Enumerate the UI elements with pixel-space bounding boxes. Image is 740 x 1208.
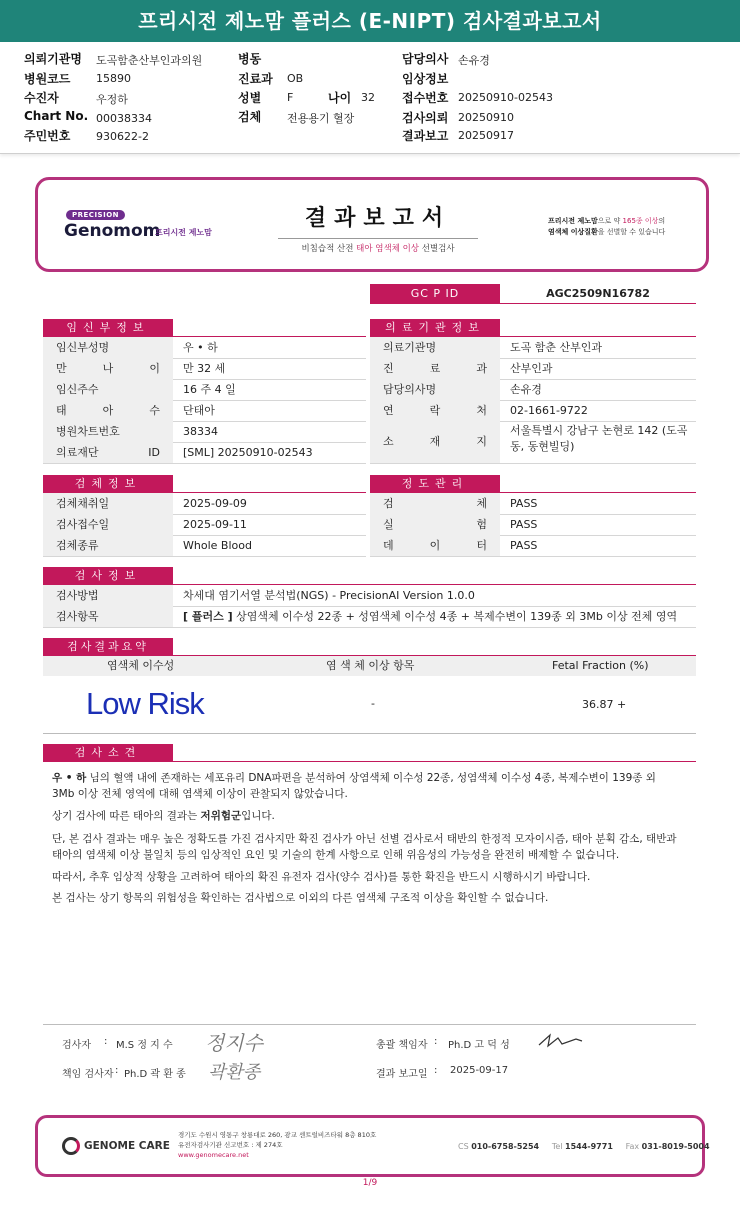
- qc-row-label: 실 험: [370, 514, 500, 535]
- col-fetal-fraction: Fetal Fraction (%): [552, 659, 649, 672]
- colon: :: [434, 1036, 438, 1047]
- pregnant-info-tab: 임신부정보: [43, 319, 173, 336]
- genome-care-logo: GENOME CARE: [62, 1137, 170, 1155]
- medical-row-label: 담당의사명: [370, 379, 500, 400]
- patient-header-panel: [0, 42, 740, 154]
- medical-row-value: 손유경: [510, 383, 542, 396]
- result-summary-header: [43, 656, 696, 676]
- tester-label: 검사자: [62, 1040, 91, 1051]
- divider: [43, 627, 696, 628]
- request-value: 20250910: [458, 111, 514, 124]
- specimen-info-tab: 검체정보: [43, 475, 173, 492]
- medical-row-label: 의료기관명: [370, 337, 500, 358]
- genomom-logo: Genomom: [64, 221, 161, 241]
- genomom-logo-sub: 프리시전 제노맘: [155, 228, 212, 237]
- findings-tab: 검사소견: [43, 744, 173, 761]
- pregnant-row-value: 16 주 4 일: [183, 383, 236, 396]
- footer-box: [35, 1115, 710, 1177]
- fetal-fraction-value: 36.87 +: [582, 698, 627, 711]
- report-date-sig-value: 2025-09-17: [450, 1065, 509, 1076]
- report-date-label: 결과보고: [402, 129, 449, 143]
- specimen-label: 검체: [238, 110, 262, 124]
- age-label: 나이: [328, 91, 352, 105]
- specimen-row-label: 검체종류: [43, 535, 173, 556]
- chief-label: 총괄 책임자: [376, 1040, 428, 1051]
- signature-divider: [43, 1024, 696, 1025]
- col-aneuploidy: 염색체 이수성: [107, 659, 175, 672]
- rrn-label: 주민번호: [24, 129, 71, 143]
- doctor-label: 담당의사: [402, 52, 449, 66]
- pregnant-row-value: 단태아: [183, 404, 215, 417]
- lead-tester-signature: 곽환종: [208, 1062, 261, 1083]
- divider: [43, 733, 696, 734]
- qc-row-value: PASS: [510, 539, 538, 552]
- doctor-value: 손유경: [458, 54, 490, 67]
- institution-value: 도곡함춘산부인과의원: [96, 54, 203, 67]
- test-items-label: 검사항목: [43, 606, 173, 627]
- divider: [370, 556, 696, 557]
- precision-badge: PRECISION: [66, 210, 125, 220]
- divider: [43, 556, 366, 557]
- medical-row-label: 소 재 지: [370, 421, 500, 463]
- collector-label: 수진자: [24, 91, 59, 105]
- qc-row-value: PASS: [510, 518, 538, 531]
- request-label: 검사의뢰: [402, 111, 449, 125]
- gcp-id-label: GC P ID: [370, 284, 500, 304]
- findings-paragraph-3: 단, 본 검사 결과는 매우 높은 정확도를 가진 검사지만 확진 검사가 아닌 선별 검사로서 태반의 한정적 모자이시즘, 태아 분획 감소, 태반과 태아의 염색체 이상 불일치 등의 임상적인 요인 및 기술의 한계 사항으로 인해 위음성의 가능성을 완전히 배제할 수 없습니다.: [52, 833, 677, 861]
- institution-label: 의뢰기관명: [24, 52, 82, 66]
- report-date-sig-label: 결과 보고일: [376, 1069, 428, 1080]
- genome-care-icon: [62, 1137, 80, 1155]
- lead-tester-name: Ph.D 곽 환 종: [124, 1069, 186, 1080]
- medical-row-value: 서울특별시 강남구 논현로 142 (도곡 동, 동현빌딩): [510, 424, 688, 453]
- report-title: 프리시전 제노맘 플러스 (E-NIPT) 검사결과보고서: [0, 0, 740, 42]
- pregnant-row-value: 만 32 세: [183, 362, 226, 375]
- banner-subtitle: 비침습적 산전 태아 염색체 이상 선별검사: [278, 238, 478, 254]
- specimen-value: 전용용기 혈장: [287, 112, 355, 125]
- colon: :: [104, 1036, 108, 1047]
- result-summary-tab: 검사결과요약: [43, 638, 173, 655]
- findings-paragraph-1: 우 • 하 님의 혈액 내에 존재하는 세포유리 DNA파편을 분석하여 상염색체 이수성 22종, 성염색체 이수성 4종, 복제수변이 139종 외 3Mb 이상 전체 영역에 대해 염색체 이상이 관찰되지 않았습니다.: [52, 772, 656, 800]
- findings-paragraph-2: 상기 검사에 따른 태아의 결과는 저위험군입니다.: [52, 810, 275, 822]
- specimen-row-value: 2025-09-09: [183, 497, 247, 510]
- qc-row-value: PASS: [510, 497, 538, 510]
- dept-label: 진료과: [238, 72, 273, 86]
- website-link[interactable]: www.genomecare.net: [178, 1151, 249, 1159]
- qc-row-label: 검 체: [370, 493, 500, 514]
- divider: [370, 463, 696, 464]
- chart-no-value: 00038334: [96, 112, 152, 125]
- colon: :: [434, 1065, 438, 1076]
- colon: :: [115, 1065, 119, 1076]
- clinical-label: 임상정보: [402, 72, 449, 86]
- receipt-label: 접수번호: [402, 91, 449, 105]
- divider: [43, 761, 696, 762]
- report-banner: [35, 177, 709, 272]
- qc-row-label: 데 이 터: [370, 535, 500, 556]
- receipt-value: 20250910-02543: [458, 91, 553, 104]
- pregnant-row-label: 임신주수: [43, 379, 173, 400]
- banner-tagline: 프리시전 제노맘으로 약 165종 이상의 염색체 이상질환을 선별할 수 있습니다: [548, 217, 666, 236]
- chief-name: Ph.D 고 덕 성: [448, 1040, 510, 1051]
- medical-info-tab: 의료기관정보: [370, 319, 500, 336]
- hospital-code-value: 15890: [96, 72, 131, 85]
- test-method-label: 검사방법: [43, 585, 173, 606]
- specimen-row-label: 검사접수일: [43, 514, 173, 535]
- tester-name: M.S 정 지 수: [116, 1040, 173, 1051]
- pregnant-row-value: 우 • 하: [183, 341, 218, 354]
- qc-tab: 정도관리: [370, 475, 500, 492]
- footer-contacts: CS 010-6758-5254 Tel 1544-9771 Fax 031-8019-5004: [458, 1142, 710, 1151]
- findings-paragraph-4: 따라서, 추후 임상적 상황을 고려하여 태아의 확진 유전자 검사(양수 검사)를 통한 확진을 반드시 시행하시기 바랍니다.: [52, 871, 591, 883]
- pregnant-row-label: 태 아 수: [43, 400, 173, 421]
- ward-label: 병동: [238, 52, 262, 66]
- page-number: 1/9: [362, 1178, 378, 1188]
- collector-value: 우정하: [96, 93, 128, 106]
- abnormal-item-value: -: [371, 697, 375, 710]
- specimen-row-label: 검체채취일: [43, 493, 173, 514]
- pregnant-row-label: 만 나 이: [43, 358, 173, 379]
- pregnant-row-label: 의료재단 ID: [43, 442, 173, 463]
- pregnant-row-value: 38334: [183, 425, 218, 438]
- medical-row-value: 산부인과: [510, 362, 553, 375]
- sex-value: F: [287, 91, 294, 104]
- report-date-value: 20250917: [458, 129, 514, 142]
- test-items-value: [ 플러스 ] 상염색체 이수성 22종 + 성염색체 이수성 4종 + 복제수변이 139종 외 3Mb 이상 전체 영역: [183, 610, 678, 623]
- specimen-row-value: Whole Blood: [183, 539, 252, 552]
- rrn-value: 930622-2: [96, 130, 149, 143]
- specimen-row-value: 2025-09-11: [183, 518, 247, 531]
- medical-row-value: 02-1661-9722: [510, 404, 588, 417]
- dept-value: OB: [287, 72, 304, 85]
- test-info-tab: 검사정보: [43, 567, 173, 584]
- col-abnormal-items: 염 색 체 이상 항목: [326, 659, 415, 672]
- lead-tester-label: 책임 검사자: [62, 1069, 114, 1080]
- chief-signature: [536, 1030, 586, 1052]
- medical-row-label: 연 락 처: [370, 400, 500, 421]
- footer-address: 경기도 수원시 영통구 창룡대로 260, 광교 센트럴비즈타워 8층 810호 유전자검사기관 신고번호 : 제 274호 www.genomecare.net: [178, 1131, 377, 1159]
- pregnant-row-label: 임신부성명: [43, 337, 173, 358]
- hospital-code-label: 병원코드: [24, 72, 71, 86]
- age-value: 32: [361, 91, 375, 104]
- tester-signature: 정지수: [205, 1031, 263, 1055]
- risk-result: Low Risk: [86, 686, 204, 721]
- gcp-id-value: AGC2509N16782: [500, 284, 696, 304]
- chart-no-label: Chart No.: [24, 109, 89, 123]
- medical-row-value: 도곡 함춘 산부인과: [510, 341, 603, 354]
- sex-label: 성별: [238, 91, 262, 105]
- pregnant-row-value: [SML] 20250910-02543: [183, 446, 313, 459]
- banner-title: 결과보고서: [304, 206, 452, 231]
- findings-paragraph-5: 본 검사는 상기 항목의 위험성을 확인하는 검사법으로 이외의 다른 염색체 구조적 이상을 확인할 수 없습니다.: [52, 892, 549, 904]
- test-method-value: 차세대 염기서열 분석법(NGS) - PrecisionAI Version 1.0.0: [183, 589, 475, 602]
- divider: [43, 463, 366, 464]
- medical-row-label: 진 료 과: [370, 358, 500, 379]
- pregnant-row-label: 병원차트번호: [43, 421, 173, 442]
